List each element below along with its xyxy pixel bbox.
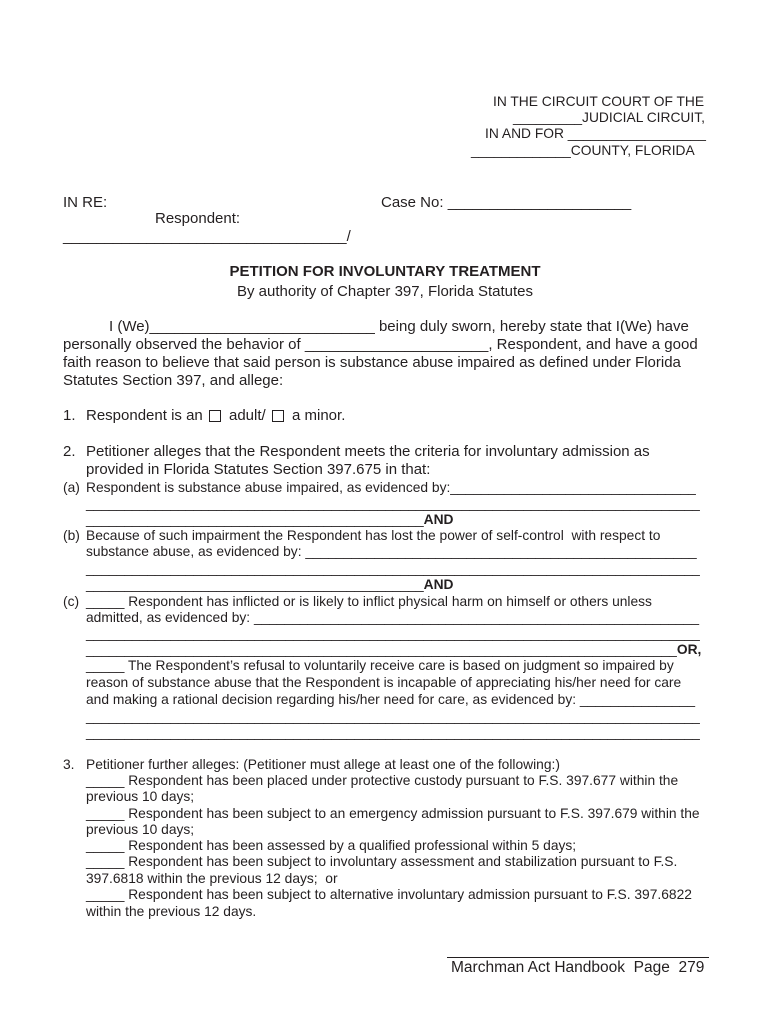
- court-header-line-1: IN THE CIRCUIT COURT OF THE: [493, 94, 705, 109]
- item-3-line: _____ Respondent has been placed under protective custody pursuant to F.S. 397.677 within the: [86, 773, 679, 788]
- court-header-in-and-for: IN AND FOR __________________: [485, 126, 706, 141]
- respondent-label: Respondent:: [155, 210, 241, 227]
- item-3-line: _____ Respondent has been subject to an emergency admission pursuant to F.S. 397.679 within the: [86, 806, 700, 821]
- blank-line: ________________________________________________________________________________: [86, 496, 700, 511]
- adult-checkbox: [209, 410, 221, 422]
- item-3-line: _____ Respondent has been subject to involuntary assessment and stabilization pursuant to F.S.: [86, 854, 678, 869]
- blank-line: _____________________________________________________________________________: [86, 642, 677, 657]
- item-3-line: Petitioner further alleges: (Petitioner must allege at least one of the following:): [86, 757, 560, 772]
- item-2-line: provided in Florida Statutes Section 397.675 in that:: [86, 461, 431, 478]
- intro-line: personally observed the behavior of ______________________, Respondent, and have a good: [63, 336, 698, 353]
- item-number: 1.: [63, 407, 76, 424]
- criterion-a-and-line: [86, 512, 454, 528]
- item-3-line: _____ Respondent has been assessed by a qualified professional within 5 days;: [86, 838, 577, 853]
- blank-line: ________________________________________________________________________________: [86, 626, 700, 641]
- item-number: 2.: [63, 443, 76, 460]
- page-subtitle: By authority of Chapter 397, Florida Statutes: [237, 283, 533, 300]
- criterion-c-line: admitted, as evidenced by: __________________________________________________________: [86, 610, 700, 625]
- criterion-b-line: Because of such impairment the Respondent has lost the power of self-control with respect to: [86, 528, 661, 543]
- criterion-c-alt-line: _____ The Respondent’s refusal to voluntarily receive care is based on judgment so impaired by: [86, 658, 674, 673]
- and-connector: AND: [423, 577, 454, 592]
- intro-line: faith reason to believe that said person is substance abuse impaired as defined under Florida: [63, 354, 681, 371]
- criterion-a-marker: (a): [63, 480, 80, 495]
- minor-option-label: a minor.: [292, 407, 346, 424]
- criterion-a-line: Respondent is substance abuse impaired, as evidenced by:________________________________: [86, 480, 696, 495]
- item-1-text: Respondent is an: [86, 407, 203, 424]
- criterion-b-and-line: [86, 577, 454, 593]
- criterion-c-line: _____ Respondent has inflicted or is likely to inflict physical harm on himself or others unless: [86, 594, 652, 609]
- case-number-field: Case No: ______________________: [381, 194, 632, 211]
- criterion-c-alt-line: reason of substance abuse that the Respondent is incapable of appreciating his/her need for care: [86, 675, 682, 690]
- blank-line: ________________________________________________________________________________: [86, 561, 700, 576]
- criterion-b-marker: (b): [63, 528, 80, 543]
- item-2-line: Petitioner alleges that the Respondent meets the criteria for involuntary admission as: [86, 443, 650, 460]
- court-header-county: _____________COUNTY, FLORIDA: [471, 143, 695, 158]
- item-3-line: 397.6818 within the previous 12 days; or: [86, 871, 338, 886]
- criterion-c-alt-line: and making a rational decision regarding his/her need for care, as evidenced by: _______________: [86, 692, 696, 707]
- footer-rule: [447, 957, 709, 958]
- criterion-c-marker: (c): [63, 594, 80, 609]
- in-re-label: IN RE:: [63, 194, 108, 211]
- or-connector: OR,: [676, 642, 702, 657]
- blank-line: ________________________________________________________________________________: [86, 709, 700, 724]
- item-3-line: within the previous 12 days.: [86, 904, 257, 919]
- and-connector: AND: [423, 512, 454, 527]
- item-3-line: previous 10 days;: [86, 789, 195, 804]
- item-3-line: previous 10 days;: [86, 822, 195, 837]
- court-header-judicial-circuit: _________JUDICIAL CIRCUIT,: [513, 110, 705, 125]
- item-number: 3.: [63, 757, 75, 772]
- adult-option-label: adult/: [229, 407, 266, 424]
- blank-line: ____________________________________________: [86, 577, 424, 592]
- item-3-line: _____ Respondent has been subject to alternative involuntary admission pursuant to F.S. 397.6822: [86, 887, 692, 902]
- footer-page-label: Marchman Act Handbook Page 279: [451, 959, 705, 976]
- page-title: PETITION FOR INVOLUNTARY TREATMENT: [229, 263, 541, 280]
- respondent-name-blank: __________________________________/: [63, 228, 351, 245]
- criterion-c-or-line: [86, 642, 701, 658]
- blank-line: ________________________________________________________________________________: [86, 725, 700, 740]
- intro-line: Statutes Section 397, and allege:: [63, 372, 284, 389]
- intro-line: I (We)___________________________ being duly sworn, hereby state that I(We) have: [109, 318, 689, 335]
- criterion-b-line: substance abuse, as evidenced by: ___________________________________________________: [86, 544, 697, 559]
- minor-checkbox: [272, 410, 284, 422]
- blank-line: ____________________________________________: [86, 512, 424, 527]
